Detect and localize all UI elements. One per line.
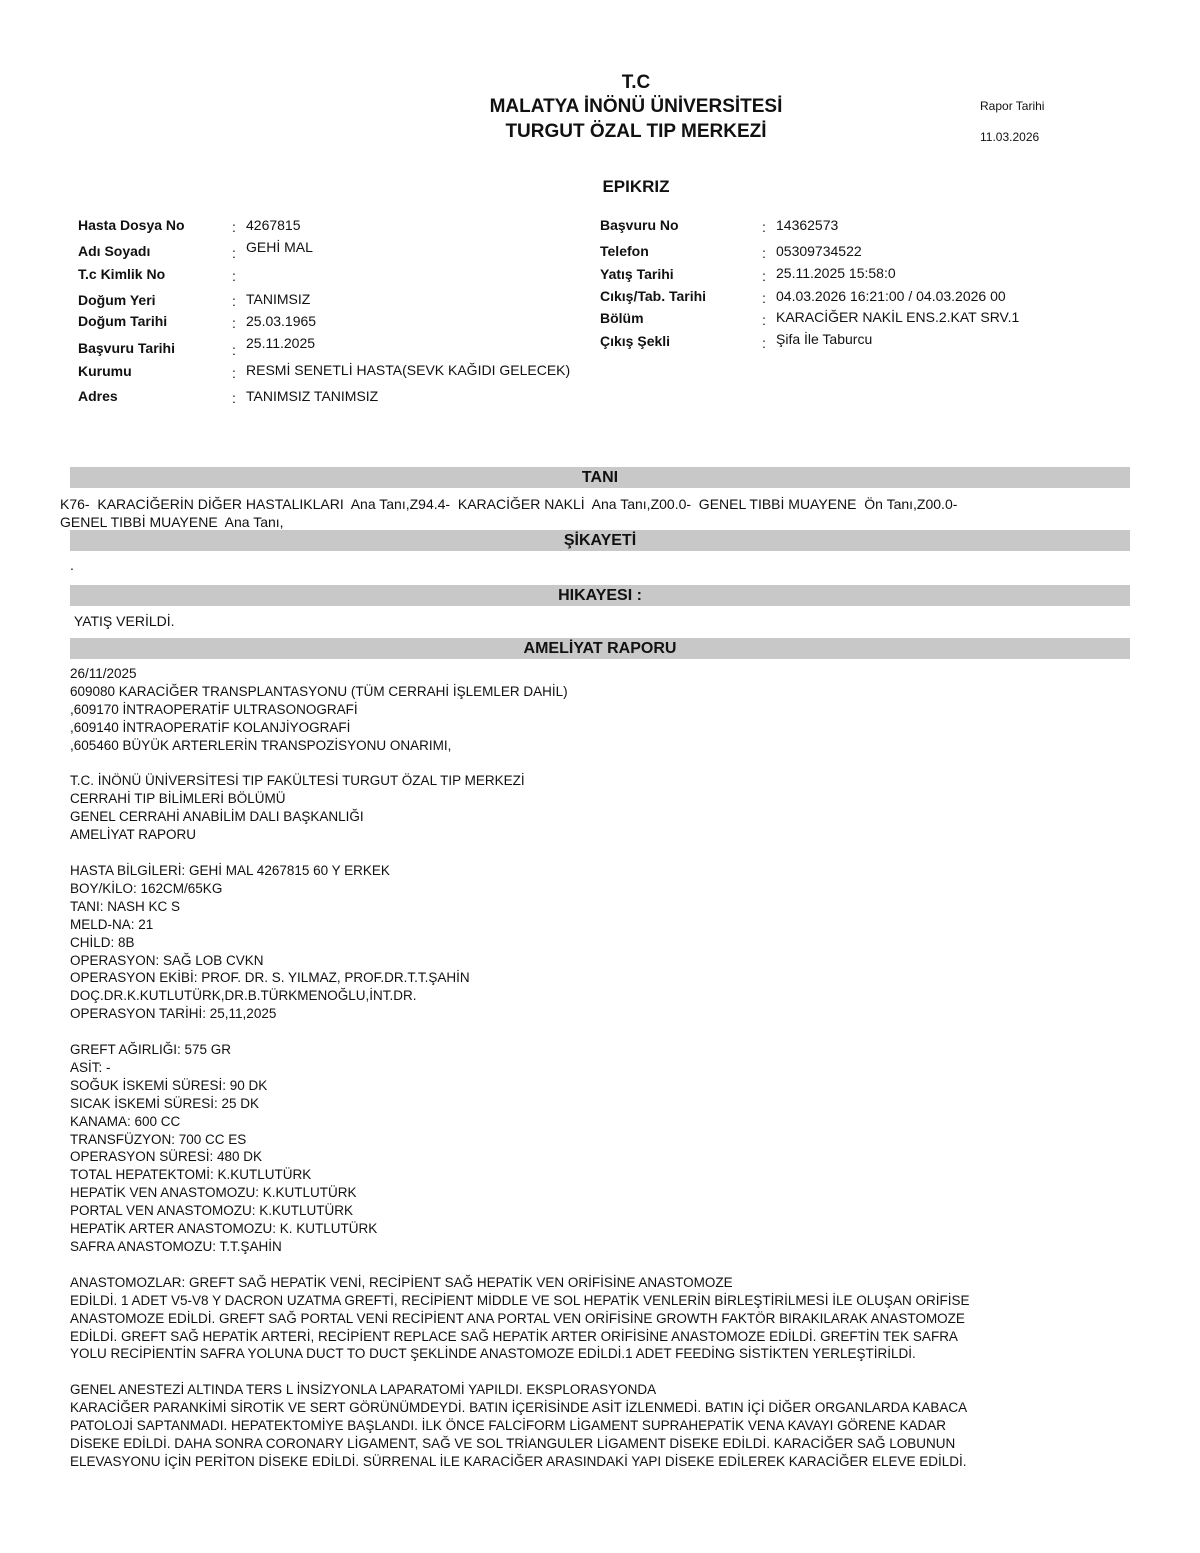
field-value: 04.03.2026 16:21:00 / 04.03.2026 00 <box>776 288 1006 304</box>
field-colon: : <box>232 315 236 331</box>
sikayeti-text: . <box>70 557 74 573</box>
field-value: Şifa İle Taburcu <box>776 331 873 347</box>
field-label: Başvuru No <box>600 217 679 233</box>
field-value: 4267815 <box>246 217 301 233</box>
field-label: Cıkış/Tab. Tarihi <box>600 288 707 304</box>
tani-text: K76- KARACİĞERİN DİĞER HASTALIKLARI Ana Tanı,Z94.4- KARACİĞER NAKLİ Ana Tanı,Z00.0- GENEL TIBBİ MUAYENE Ön Tanı,Z00.0- GENEL TIBBİ MUAYENE Ana Tanı, <box>60 496 958 530</box>
document-title: EPIKRIZ <box>602 177 670 196</box>
field-label: Başvuru Tarihi <box>78 340 175 356</box>
field-value: RESMİ SENETLİ HASTA(SEVK KAĞIDI GELECEK) <box>246 362 571 378</box>
field-label: Hasta Dosya No <box>78 217 185 233</box>
field-label: Telefon <box>600 243 649 259</box>
field-colon: : <box>232 219 236 235</box>
field-colon: : <box>762 245 766 261</box>
field-colon: : <box>762 290 766 306</box>
field-value: 14362573 <box>776 217 839 233</box>
field-colon: : <box>232 342 236 358</box>
field-colon: : <box>762 312 766 328</box>
field-colon: : <box>762 335 766 351</box>
section-header-hikayesi: HIKAYESI : <box>70 585 1130 606</box>
field-label: Kurumu <box>78 363 132 379</box>
field-value: GEHİ MAL <box>246 239 313 255</box>
field-label: Adı Soyadı <box>78 243 151 259</box>
section-header-sikayeti: ŞİKAYETİ <box>70 530 1130 551</box>
report-date: 11.03.2026 <box>980 130 1040 144</box>
field-colon: : <box>232 293 236 309</box>
field-label: Yatış Tarihi <box>600 266 674 282</box>
field-label: Bölüm <box>600 310 644 326</box>
field-value: TANIMSIZ <box>246 291 311 307</box>
field-label: Doğum Tarihi <box>78 313 168 329</box>
field-value: TANIMSIZ TANIMSIZ <box>246 388 379 404</box>
field-value: 25.03.1965 <box>246 313 317 329</box>
field-colon: : <box>762 268 766 284</box>
ameliyat-raporu-text: 26/11/2025 609080 KARACİĞER TRANSPLANTASYONU (TÜM CERRAHİ İŞLEMLER DAHİL) ,609170 İNTRAOPERATİF ULTRASONOGRAFİ ,609140 İNTRAOPERATİF KOLANJİYOGRAFİ ,605460 BÜYÜK ARTERLERİN TRANSPOZİSYONU ONARIMI, T.C. İNÖNÜ ÜNİVERSİTESİ TIP FAKÜLTESİ TURGUT ÖZAL TIP MERKEZİ CERRAHİ TIP BİLİMLERİ BÖLÜMÜ GENEL CERRAHİ ANABİLİM DALI BAŞKANLIĞI AMELİYAT RAPORU HASTA BİLGİLERİ: GEHİ MAL 4267815 60 Y ERKEK BOY/KİLO: 162CM/65KG TANI: NASH KC S MELD-NA: 21 CHİLD: 8B OPERASYON: SAĞ LOB CVKN OPERASYON EKİBİ: PROF. DR. S. YILMAZ, PROF.DR.T.T.ŞAHİN DOÇ.DR.K.KUTLUTÜRK,DR.B.TÜRKMENOĞLU,İNT.DR. OPERASYON TARİHİ: 25,11,2025 GREFT AĞIRLIĞI: 575 GR ASİT: - SOĞUK İSKEMİ SÜRESİ: 90 DK SICAK İSKEMİ SÜRESİ: 25 DK KANAMA: 600 CC TRANSFÜZYON: 700 CC ES OPERASYON SÜRESİ: 480 DK TOTAL HEPATEKTOMİ: K.KUTLUTÜRK HEPATİK VEN ANASTOMOZU: K.KUTLUTÜRK PORTAL VEN ANASTOMOZU: K.KUTLUTÜRK HEPATİK ARTER ANASTOMOZU: K. KUTLUTÜRK SAFRA ANASTOMOZU: T.T.ŞAHİN ANASTOMOZLAR: GREFT SAĞ HEPATİK VENİ, RECİPİENT SAĞ HEPATİK VEN ORİFİSİNE ANASTOMOZE EDİLDİ. 1 ADET V5-V8 Y DACRON UZATMA GREFTİ, RECİPİENT MİDDLE VE SOL HEPATİK VENLERİN BİRLEŞTİRİLMESİ İLE OLUŞAN ORİFİSE ANASTOMOZE EDİLDİ. GREFT SAĞ PORTAL VENİ RECİPİENT ANA PORTAL VEN ORİFİSİNE GROWTH FAKTÖR BIRAKILARAK ANASTOMOZE EDİLDİ. GREFT SAĞ HEPATİK ARTERİ, RECİPİENT REPLACE SAĞ HEPATİK ARTER ORİFİSİNE ANASTOMOZE EDİLDİ. GREFTİN TEK SAFRA YOLU RECİPİENTİN SAFRA YOLUNA DUCT TO DUCT ŞEKLİNDE ANASTOMOZE EDİLDİ.1 ADET FEEDİNG SİSTİKTEN YERLEŞTİRİLDİ. GENEL ANESTEZİ ALTINDA TERS L İNSİZYONLA LAPARATOMİ YAPILDI. EKSPLORASYONDA KARACİĞER PARANKİMİ SİROTİK VE SERT GÖRÜNÜMDEYDİ. BATIN İÇERİSİNDE ASİT İZLENMEDİ. BATIN İÇİ DİĞER ORGANLARDA KABACA PATOLOJİ SAPTANMADI. HEPATEKTOMİYE BAŞLANDI. İLK ÖNCE FALCİFORM LİGAMENT SUPRAHEPATİK VENA KAVAYI GÖRENE KADAR DİSEKE EDİLDİ. DAHA SONRA CORONARY LİGAMENT, SAĞ VE SOL TRİANGULER LİGAMENT DİSEKE EDİLDİ. KARACİĞER SAĞ LOBUNUN ELEVASYONU İÇİN PERİTON DİSEKE EDİLDİ. SÜRRENAL İLE KARACİĞER ARASINDAKİ YAPI DİSEKE EDİLEREK KARACİĞER ELEVE EDİLDİ. <box>70 666 970 1469</box>
field-value: KARACİĞER NAKİL ENS.2.KAT SRV.1 <box>776 309 1020 325</box>
field-value: 25.11.2025 <box>246 335 316 351</box>
section-header-ameliyat-raporu: AMELİYAT RAPORU <box>70 638 1130 659</box>
institution-center: TURGUT ÖZAL TIP MERKEZİ <box>505 121 767 142</box>
section-header-tani: TANI <box>70 467 1130 488</box>
field-colon: : <box>232 390 236 406</box>
field-colon: : <box>232 365 236 381</box>
field-value: 05309734522 <box>776 243 862 259</box>
field-colon: : <box>762 219 766 235</box>
hikayesi-text: YATIŞ VERİLDİ. <box>70 613 175 629</box>
field-value: 25.11.2025 15:58:0 <box>776 265 896 281</box>
field-label: T.c Kimlik No <box>78 266 166 282</box>
field-label: Doğum Yeri <box>78 292 156 308</box>
field-label: Adres <box>78 388 118 404</box>
institution-line-1: T.C <box>621 72 651 93</box>
institution-name: MALATYA İNÖNÜ ÜNİVERSİTESİ <box>489 96 783 117</box>
report-date-label: Rapor Tarihi <box>980 99 1045 113</box>
field-colon: : <box>232 268 236 284</box>
field-colon: : <box>232 245 236 261</box>
field-label: Çıkış Şekli <box>600 333 671 349</box>
